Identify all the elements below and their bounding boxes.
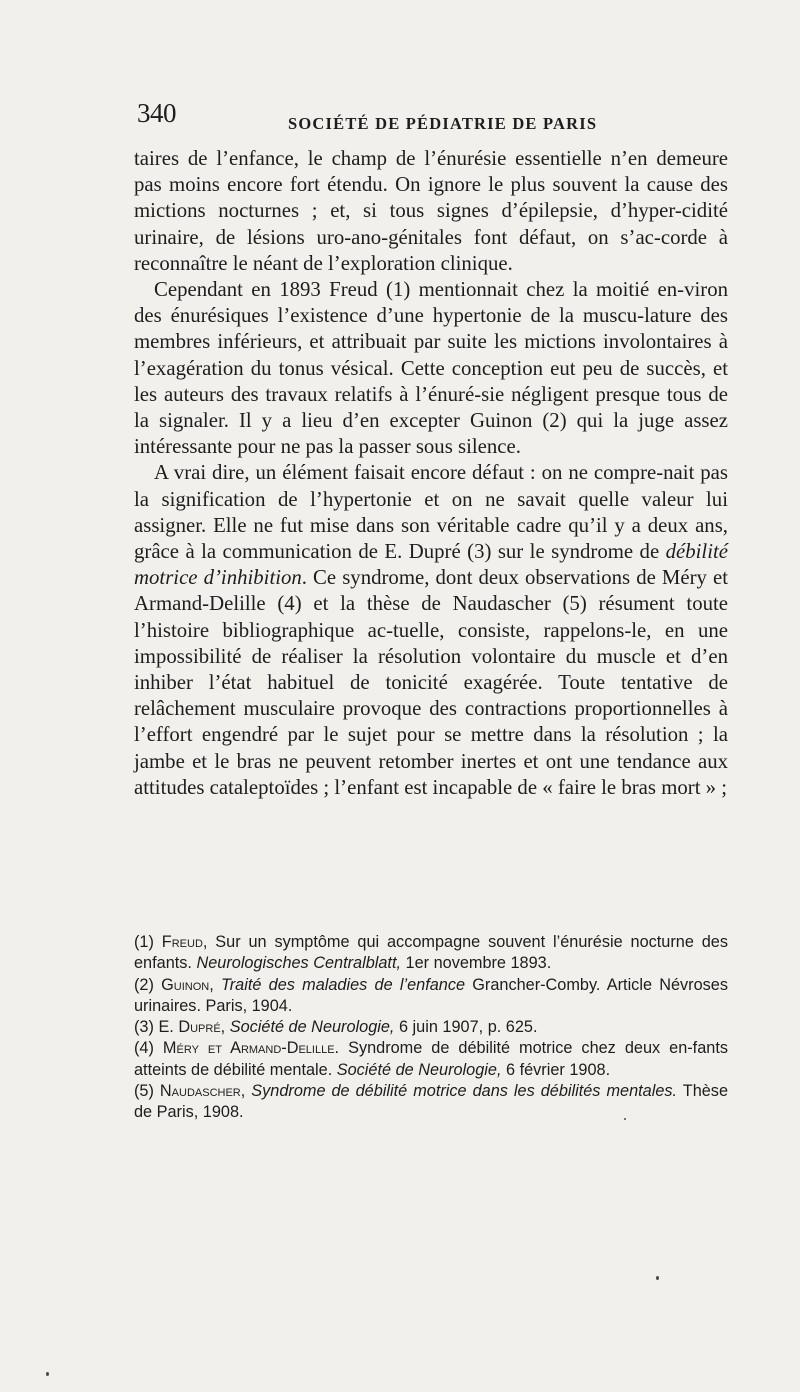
print-speck <box>624 1118 626 1120</box>
footnote-author: Naudascher, <box>159 1082 246 1101</box>
footnote-text: Grancher-Comby. Article Névroses urinaires. Paris, 1904. <box>134 975 728 1015</box>
footnote-author: Guinon, <box>161 975 214 994</box>
footnote-number: (3) <box>134 1018 154 1037</box>
footnote-5 <box>134 1081 728 1124</box>
footnote-number: (2) <box>134 975 154 994</box>
paragraph-3-part-b: . Ce syndrome, dont deux observations de Méry et Armand-Delille (4) et la thèse de Naudascher (5) résument toute l’histoire bibliographique ac-tuelle, consiste, rappelons-le, en une impossibilité de réaliser la résolution volontaire du muscle et d’en inhiber l’état habituel de tonicité exagérée. Toute tentative de relâchement musculaire provoque des contractions proportionnelles à l’effort engendré par le sujet pour se mettre dans la résolution ; la jambe et le bras ne peuvent retomber inertes et ont une tendance aux attitudes cataleptoïdes ; l’enfant est incapable de « faire le bras mort » ; <box>134 566 728 799</box>
footnotes <box>134 932 728 1124</box>
footnote-author: E. Dupré, <box>158 1018 226 1037</box>
footnote-text: 6 février 1908. <box>501 1060 611 1079</box>
paragraph-1: taires de l’enfance, le champ de l’énurésie essentielle n’en demeure pas moins encore fort étendu. On ignore le plus souvent la cause des mictions nocturnes ; et, si tous signes d’épilepsie, d’hyper-cidité urinaire, de lésions uro-ano-génitales font défaut, on s’ac-corde à reconnaître le néant de l’exploration clinique. <box>134 147 728 275</box>
print-speck <box>46 1372 49 1376</box>
footnote-title: Traité des maladies de l’enfance <box>221 975 466 994</box>
footnote-text: Syndrome de débilité motrice chez deux en-fants atteints de débilité mentale. <box>134 1039 728 1079</box>
footnote-3 <box>134 1017 728 1038</box>
main-text <box>134 146 728 801</box>
footnote-title: Neurologisches Centralblatt, <box>196 954 401 973</box>
footnote-text: Thèse de Paris, 1908. <box>134 1082 729 1122</box>
footnote-author: Freud, <box>161 933 208 951</box>
footnote-4 <box>134 1038 728 1081</box>
footnote-text: Sur un symptôme qui accompagne souvent l’énurésie nocturne des enfants. <box>134 933 729 973</box>
footnote-author: Méry et Armand-Delille. <box>162 1039 340 1058</box>
footnote-title: Syndrome de débilité motrice dans les débilités mentales. <box>251 1082 678 1101</box>
footnote-number: (1) <box>134 933 154 951</box>
paragraph-3-part-a: A vrai dire, un élément faisait encore défaut : on ne compre-nait pas la signification de l’hypertonie et on ne savait quelle valeur lui assigner. Elle ne fut mise dans son véritable cadre qu’il y a deux ans, grâce à la communication de E. Dupré (3) sur le syndrome de <box>134 461 728 564</box>
paragraph-2: Cependant en 1893 Freud (1) mentionnait chez la moitié en-viron des énurésiques l’existence d’une hypertonie de la muscu-lature des membres inférieurs, et attribuait par suite les mictions involontaires à l’exagération du tonus vésical. Cette conception eut peu de succès, et les auteurs des travaux relatifs à l’énuré-sie négligent presque tous de la signaler. Il y a lieu d’en excepter Guinon (2) qui la juge assez intéressante pour ne pas la passer sous silence. <box>134 278 728 459</box>
running-head: SOCIÉTÉ DE PÉDIATRIE DE PARIS <box>288 114 598 133</box>
print-speck <box>656 1276 659 1280</box>
footnote-2 <box>134 975 728 1018</box>
footnote-text: 6 juin 1907, p. 625. <box>394 1018 538 1037</box>
footnote-number: (4) <box>134 1039 154 1058</box>
footnote-title: Société de Neurologie, <box>229 1018 395 1037</box>
page-number: 340 <box>137 98 176 128</box>
footnote-text: 1er novembre 1893. <box>401 954 552 973</box>
footnote-number: (5) <box>134 1082 154 1101</box>
paragraph-3-italic-term: débilité motrice d’inhibition <box>134 540 728 590</box>
footnote-title: Société de Neurologie, <box>336 1060 502 1079</box>
footnote-1 <box>134 932 728 975</box>
paragraph-3 <box>134 460 728 801</box>
footnote-text <box>214 976 221 994</box>
